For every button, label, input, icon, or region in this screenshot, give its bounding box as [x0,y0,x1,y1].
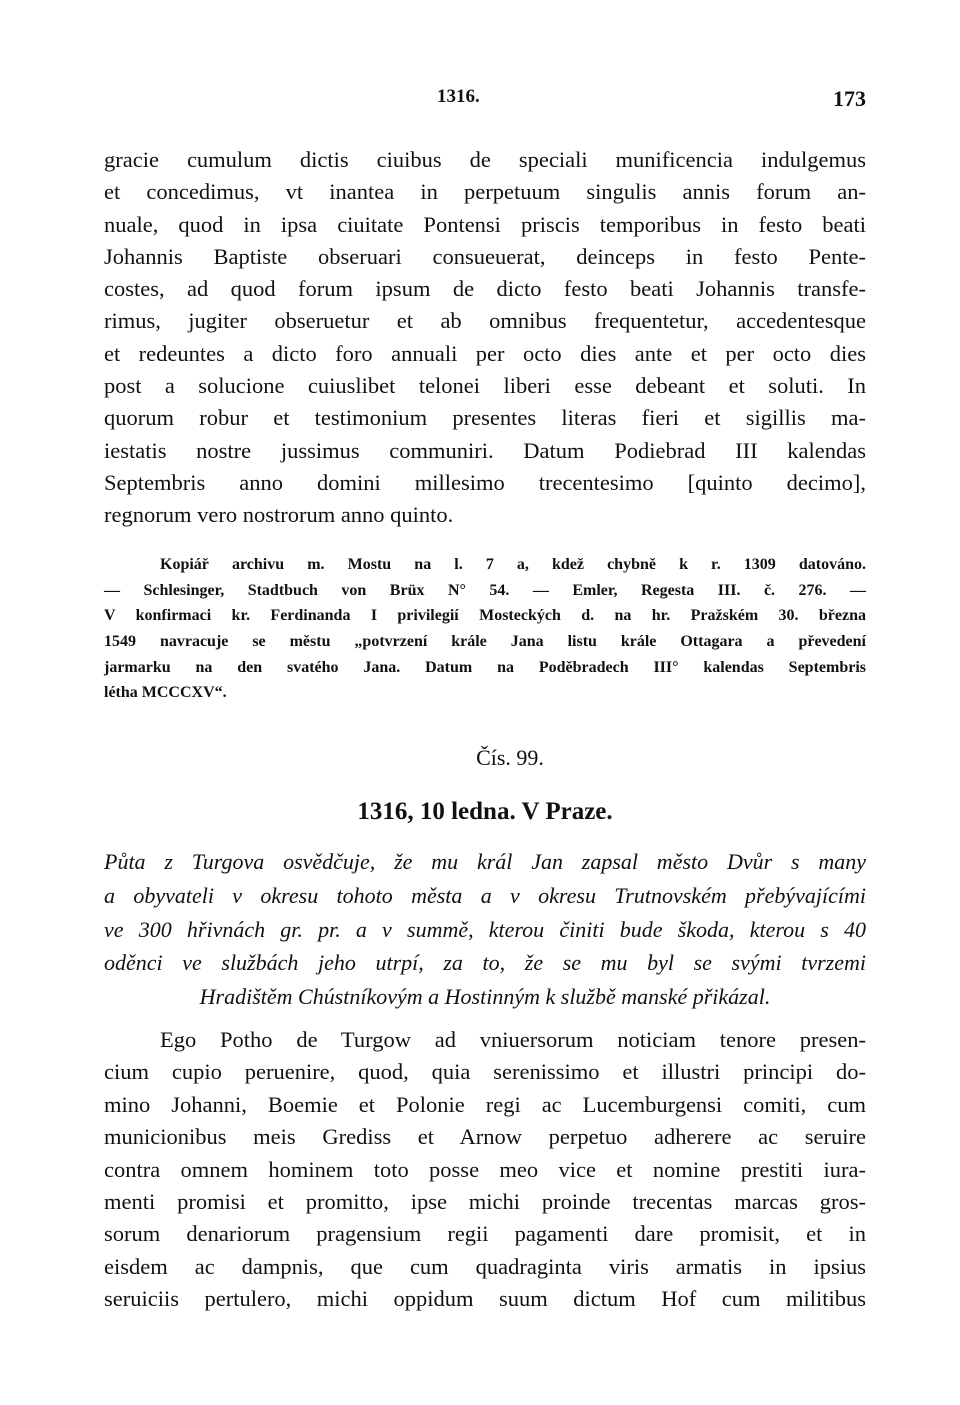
source-note [104,552,866,706]
text-line: eisdem ac dampnis, que cum quadraginta viris armatis in ipsius [104,1253,866,1279]
text-line: nuale, quod in ipsa ciuitate Pontensi priscis temporibus in festo beati [104,211,866,237]
text-line: cium cupio peruenire, quod, quia serenissimo et illustri principi do- [104,1059,866,1085]
running-header [104,86,866,116]
document-heading: 1316, 10 ledna. V Praze. [357,798,613,825]
text-line: contra omnem hominem toto posse meo vice et nomine prestiti iura- [104,1156,866,1182]
text-line: regnorum vero nostrorum anno quinto. [104,502,454,528]
note-line: 1549 navracuje se městu „potvrzení krále Jana listu krále Ottagara a převedení [104,633,866,651]
text-line: iestatis nostre jussimus communiri. Datum Podiebrad III kalendas [104,437,866,463]
page-number: 173 [833,86,866,111]
text-line: mino Johanni, Boemie et Polonie regi ac Lucemburgensi comiti, cum [104,1091,866,1117]
text-line: seruiciis pertulero, michi oppidum suum dictum Hof cum militibus [104,1286,866,1312]
regest-line: oděnci ve službách jeho utrpí, za to, že se mu byl se svými tvrzemi [104,950,866,976]
regest-line: Půta z Turgova osvědčuje, že mu král Jan zapsal město Dvůr s many [104,849,866,874]
text-line: menti promisi et promitto, ipse michi proinde trecentas marcas gros- [104,1188,866,1214]
regest-summary [104,845,866,1014]
note-line: létha MCCCXV“. [104,684,227,702]
note-line: V konfirmaci kr. Ferdinanda I privilegií Mosteckých d. na hr. Pražském 30. března [104,607,866,625]
running-header-year: 1316. [437,86,480,107]
text-line: rimus, jugiter obseruetur et ab omnibus frequentetur, accedentesque [104,308,866,334]
text-line: Septembris anno domini millesimo trecentesimo [quinto decimo], [104,469,866,495]
note-line: jarmarku na den svatého Jana. Datum na Poděbradech III° kalendas Septembris [104,658,866,676]
text-line: gracie cumulum dictis ciuibus de speciali munificencia indulgemus [104,147,866,172]
note-line: Kopiář archivu m. Mostu na l. 7 a, kdež chybně k r. 1309 datováno. [160,556,866,573]
text-line: post a solucione cuiuslibet telonei liberi esse debeant et soluti. In [104,373,866,399]
text-line: et redeuntes a dicto foro annuali per octo dies ante et per octo dies [104,340,866,366]
note-line: — Schlesinger, Stadtbuch von Brüx N° 54. — Emler, Regesta III. č. 276. — [104,581,866,599]
regest-line: Hradištěm Chústníkovým a Hostinným k službě manské přikázal. [199,984,771,1010]
text-line: costes, ad quod forum ipsum de dicto festo beati Johannis transfe- [104,276,866,302]
text-line: sorum denariorum pragensium regii pagamenti dare promisit, et in [104,1221,866,1247]
text-line: municionibus meis Grediss et Arnow perpetuo adherere ac seruire [104,1124,866,1150]
regest-line: a obyvateli v okresu tohoto města a v okresu Trutnovském přebývajícími [104,882,866,908]
charter-text-paragraph [104,1024,866,1316]
text-line: et concedimus, vt inantea in perpetuum singulis annis forum an- [104,179,866,205]
regest-line: ve 300 hřivnách gr. pr. a v summě, kterou činiti bude škoda, kterou s 40 [104,916,866,942]
text-line: quorum robur et testimonium presentes literas fieri et sigillis ma- [104,405,866,431]
text-line: Johannis Baptiste obseruari consueuerat, deinceps in festo Pente- [104,243,866,269]
charter-text-paragraph [104,144,866,532]
document-number: Čís. 99. [476,745,544,770]
text-line: Ego Potho de Turgow ad vniuersorum noticiam tenore presen- [160,1027,866,1052]
